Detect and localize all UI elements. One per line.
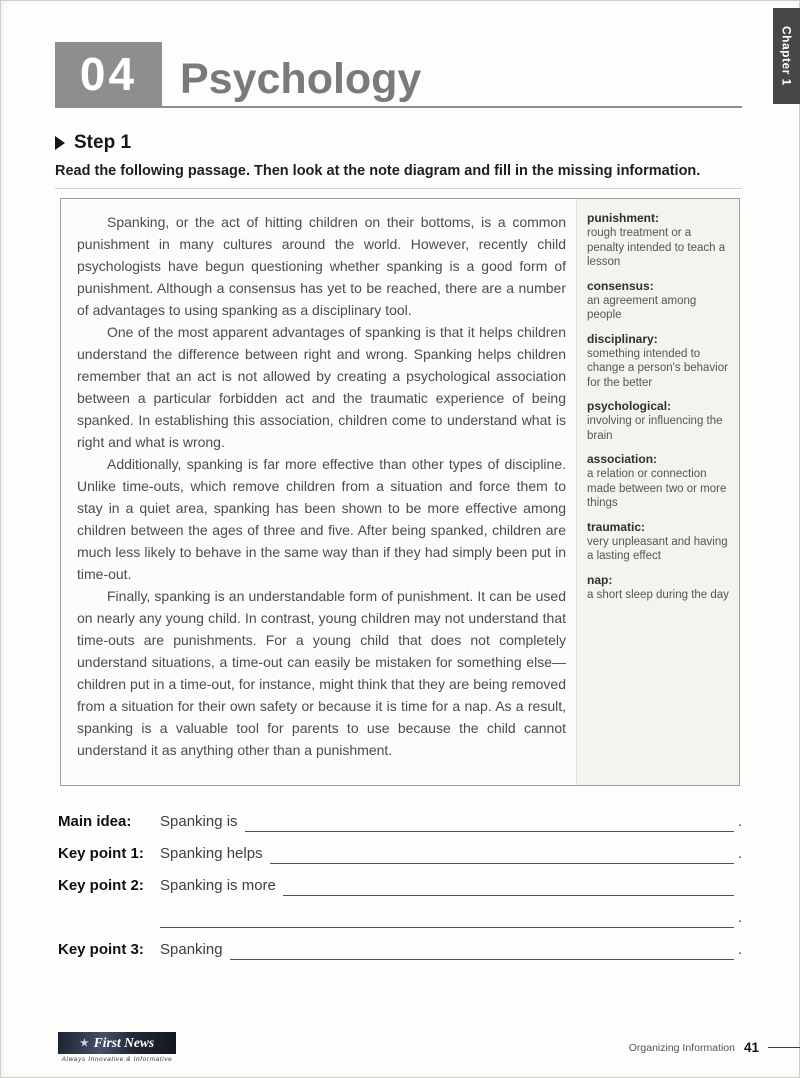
answer-blank [270, 843, 734, 864]
answer-blank [230, 939, 734, 960]
vocab-term: association: [587, 452, 658, 466]
worksheet-row-key-point-3 [58, 940, 742, 960]
step-heading [55, 132, 131, 154]
worksheet-label: Key point 3: [58, 941, 144, 958]
vocab-entry [587, 211, 729, 270]
publisher-tagline: Always Innovative & Informative [61, 1056, 173, 1063]
chapter-tab-label: Chapter 1 [779, 26, 794, 86]
chapter-number: 04 [79, 48, 138, 100]
vocab-entry [587, 332, 729, 391]
vocab-term: traumatic: [587, 519, 646, 534]
vocab-definition: an agreement among people [587, 294, 697, 321]
vocab-entry [587, 279, 729, 323]
vocab-definition: something intended to change a person's behavior for the better [587, 347, 728, 389]
footer-rule [768, 1047, 800, 1048]
answer-blank [245, 811, 734, 832]
publisher-name: First News [93, 1035, 155, 1050]
page-number: 41 [743, 1040, 759, 1055]
passage-paragraph: Spanking, or the act of hitting children on their bottoms, is a common punishment in many cultures around the world. However, recently child psychologists have begun questioning whether spanking is a good form of punishment. Although a consensus has yet to be reached, there are a number of advantages to using spanking as a disciplinary tool. [77, 214, 566, 318]
vocab-entry [587, 399, 729, 443]
vocab-entry [587, 520, 729, 564]
worksheet-row-key-point-2 [58, 876, 742, 896]
worksheet-prompt: Spanking is more [160, 877, 276, 894]
publisher-logo-box [58, 1032, 176, 1054]
vocab-entry [587, 452, 729, 511]
footer-right [629, 1040, 800, 1055]
answer-blank [283, 875, 734, 896]
worksheet-row-main-idea [58, 812, 742, 832]
worksheet-label: Main idea: [58, 813, 132, 830]
blank-terminator: . [737, 909, 742, 926]
page-title: Psychology [180, 55, 422, 103]
publisher-logo [58, 1032, 176, 1063]
passage-paragraph: Finally, spanking is an understandable form of punishment. It can be used on nearly any young child. In contrast, young children may not understand that time-outs are punishments. For a young child that does not completely understand situations, a time-out can easily be mistaken for something else—children put in a time-out, for instance, might think that they are being removed from a situation for their own safety or because it is time for a nap. As a result, spanking is a valuable tool for parents to use because the child cannot understand it as anything other than a punishment. [77, 588, 566, 758]
star-icon: ★ [79, 1037, 89, 1049]
instruction-text: Read the following passage. Then look at the note diagram and fill in the missing information. [55, 163, 742, 189]
vocab-definition: a short sleep during the day [587, 588, 729, 601]
passage-paragraph: One of the most apparent advantages of spanking is that it helps children understand the difference between right and wrong. Spanking helps children remember that an act is not allowed by creating a psychological association between a particular forbidden act and the traumatic experience of being spanked. In establishing this association, children come to understand what is right and what is wrong. [77, 324, 566, 450]
vocab-term: punishment: [587, 211, 659, 225]
vocab-definition: involving or influencing the brain [587, 415, 723, 442]
vocab-term: disciplinary: [587, 331, 658, 346]
worksheet-prompt: Spanking is [160, 813, 238, 830]
worksheet-row-key-point-1 [58, 844, 742, 864]
footer-section-label: Organizing Information [628, 1041, 735, 1054]
chapter-tab [773, 8, 800, 104]
blank-terminator: . [737, 845, 742, 862]
worksheet-label: Key point 2: [58, 877, 144, 894]
worksheet-prompt: Spanking helps [160, 845, 263, 862]
worksheet [58, 812, 742, 972]
worksheet-prompt: Spanking [160, 941, 223, 958]
step-label: Step 1 [74, 132, 132, 153]
worksheet-row-key-point-2-continued [58, 908, 742, 928]
vocab-entry [587, 573, 729, 603]
vocabulary-sidebar [576, 199, 739, 785]
blank-terminator: . [737, 813, 742, 830]
chapter-number-box [55, 42, 162, 106]
page-header [55, 40, 742, 108]
passage-paragraph: Additionally, spanking is far more effective than other types of discipline. Unlike time-outs, which remove children from a situation and force them to stay in a quiet area, spanking has been shown to be more effective among children between the ages of three and five. After being spanked, children are much less likely to behave in the same way than if they had simply been put in time-out. [77, 456, 566, 582]
step-arrow-icon [55, 136, 65, 150]
vocab-term: nap: [587, 572, 613, 587]
vocab-term: psychological: [587, 399, 672, 413]
vocab-definition: a relation or connection made between two or more things [587, 468, 727, 509]
passage-box [60, 198, 740, 786]
passage-text [61, 199, 576, 785]
vocab-definition: rough treatment or a penalty intended to teach a lesson [587, 227, 726, 268]
vocab-term: consensus: [587, 278, 654, 293]
answer-blank [160, 907, 734, 928]
blank-terminator: . [737, 941, 742, 958]
vocab-definition: very unpleasant and having a lasting effect [587, 535, 728, 562]
worksheet-label: Key point 1: [58, 845, 144, 862]
